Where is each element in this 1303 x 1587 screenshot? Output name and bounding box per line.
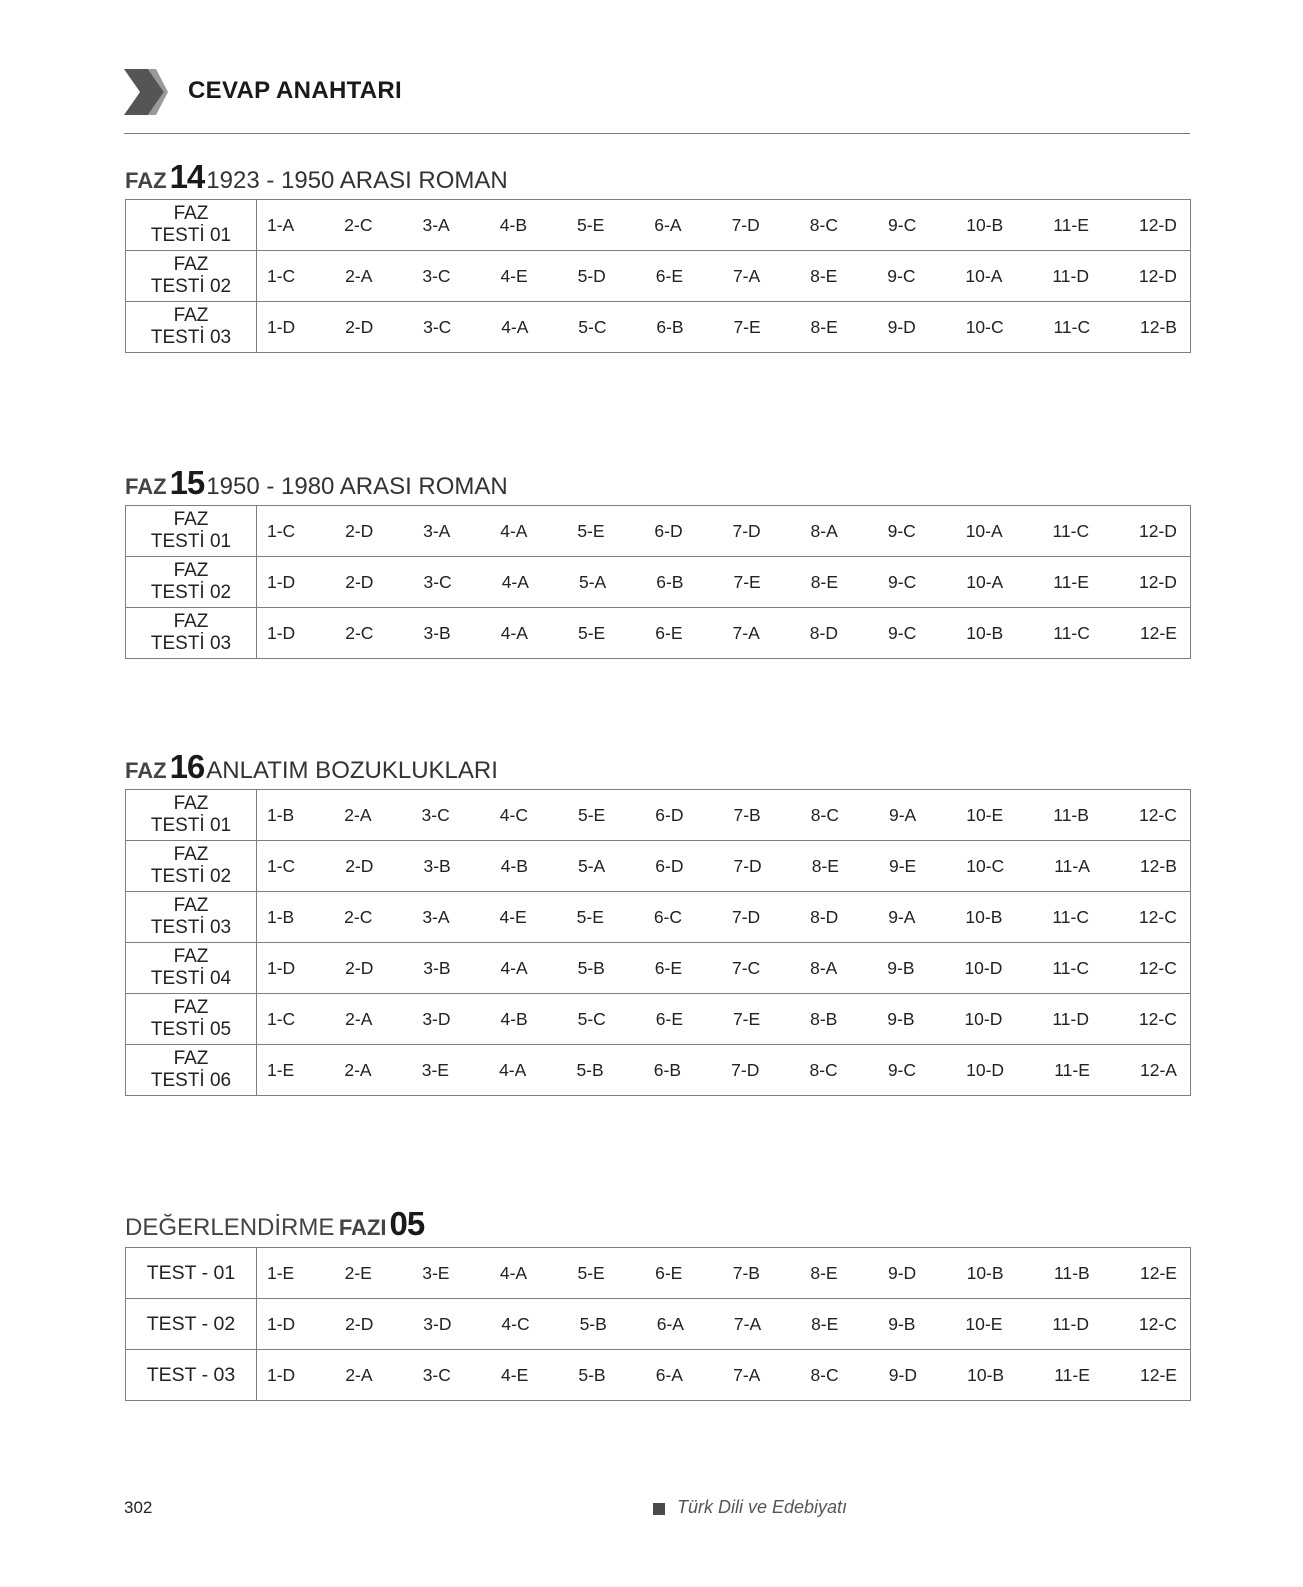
answer-item: 12-C <box>1138 906 1177 927</box>
answers-row <box>257 1314 1190 1335</box>
answer-item: 10-B <box>966 214 1004 235</box>
answer-item: 5-B <box>578 1364 606 1385</box>
answer-item: 1-C <box>267 1008 296 1029</box>
answer-item: 11-E <box>1054 1059 1090 1080</box>
test-label-line2: TESTİ 03 <box>150 633 232 654</box>
answer-item: 6-A <box>654 214 682 235</box>
answer-item: 9-C <box>887 265 916 286</box>
answer-item: 9-D <box>887 316 916 337</box>
page-title: CEVAP ANAHTARI <box>188 77 402 104</box>
answer-item: 1-B <box>267 804 295 825</box>
square-bullet-icon <box>653 1503 665 1515</box>
answer-item: 5-E <box>578 804 606 825</box>
test-label-line1: FAZ <box>173 611 209 632</box>
answer-item: 6-E <box>655 622 683 643</box>
answer-item: 10-B <box>965 906 1003 927</box>
answer-item: 12-D <box>1139 520 1177 541</box>
answer-item: 6-D <box>654 520 683 541</box>
table-row <box>126 994 1191 1045</box>
answers-row <box>257 1365 1190 1386</box>
answer-item: 4-A <box>500 957 528 978</box>
answer-item: 7-C <box>731 957 761 978</box>
answer-item: 4-E <box>499 906 527 927</box>
test-label-line2: TESTİ 02 <box>150 866 232 887</box>
test-label-line2: TESTİ 04 <box>150 968 232 989</box>
answer-item: 5-B <box>577 957 605 978</box>
test-label <box>126 557 257 608</box>
answer-item: 7-D <box>731 214 760 235</box>
answer-item: 3-B <box>423 957 451 978</box>
answers-cell <box>257 943 1191 994</box>
answer-item: 5-E <box>578 622 606 643</box>
test-label <box>126 302 257 353</box>
answers-cell <box>257 1350 1191 1401</box>
table-row <box>126 251 1191 302</box>
answer-item: 10-C <box>965 316 1004 337</box>
answer-item: 4-B <box>499 214 527 235</box>
answer-item: 6-E <box>654 957 683 978</box>
answer-item: 11-E <box>1053 571 1089 592</box>
answer-item: 2-A <box>344 804 372 825</box>
answer-item: 11-C <box>1052 520 1090 541</box>
test-label-line1: FAZ <box>173 203 209 224</box>
test-label-line2: TESTİ 03 <box>150 327 232 348</box>
answer-item: 8-E <box>810 316 838 337</box>
test-label <box>126 1299 257 1350</box>
answer-item: 2-E <box>344 1262 372 1283</box>
answer-item: 11-D <box>1052 1008 1089 1029</box>
answer-item: 3-C <box>422 1364 451 1385</box>
test-label-line1: FAZ <box>173 509 209 530</box>
answer-table <box>125 789 1191 1096</box>
answer-item: 2-D <box>345 1313 374 1334</box>
test-label-line2: TESTİ 01 <box>150 225 232 246</box>
answer-item: 2-C <box>344 906 373 927</box>
faz-number: 05 <box>389 1205 425 1242</box>
answer-item: 2-D <box>345 316 374 337</box>
test-label-line1: FAZ <box>173 895 209 916</box>
answer-item: 10-B <box>966 1262 1004 1283</box>
test-label <box>126 790 257 841</box>
section-title <box>125 748 498 786</box>
answers-cell <box>257 1299 1191 1350</box>
answer-item: 6-C <box>653 906 683 927</box>
answer-item: 8-C <box>810 804 839 825</box>
answer-item: 3-B <box>423 855 451 876</box>
test-label <box>126 506 257 557</box>
answer-item: 12-D <box>1138 214 1177 235</box>
answers-row <box>257 623 1190 644</box>
answer-item: 8-A <box>810 520 838 541</box>
answer-item: 6-A <box>656 1313 684 1334</box>
answer-item: 5-C <box>577 1008 606 1029</box>
answer-item: 12-C <box>1138 804 1177 825</box>
answer-item: 8-C <box>809 1059 838 1080</box>
table-row <box>126 1248 1191 1299</box>
answer-item: 9-A <box>889 804 917 825</box>
answer-item: 11-C <box>1053 622 1090 643</box>
answer-item: 4-E <box>501 1364 529 1385</box>
test-label <box>126 608 257 659</box>
answer-item: 10-B <box>967 1364 1005 1385</box>
faz-label: FAZ <box>125 474 167 499</box>
test-label <box>126 994 257 1045</box>
answer-item: 4-A <box>501 571 529 592</box>
table-row <box>126 790 1191 841</box>
answers-cell <box>257 302 1191 353</box>
answer-item: 12-E <box>1139 622 1177 643</box>
answer-item: 7-A <box>732 265 761 286</box>
answer-item: 8-C <box>810 1364 839 1385</box>
answer-item: 3-C <box>422 265 451 286</box>
answers-cell <box>257 841 1191 892</box>
answers-cell <box>257 1045 1191 1096</box>
answer-item: 9-B <box>887 957 915 978</box>
test-label <box>126 892 257 943</box>
test-label-line1: FAZ <box>173 560 209 581</box>
answer-item: 2-A <box>345 1008 373 1029</box>
test-label-line2: TESTİ 06 <box>150 1070 232 1091</box>
answer-item: 5-B <box>579 1313 607 1334</box>
answer-item: 8-D <box>809 622 838 643</box>
answer-item: 5-A <box>578 855 606 876</box>
answer-item: 11-E <box>1053 214 1089 235</box>
table-row <box>126 557 1191 608</box>
answer-item: 3-C <box>423 316 452 337</box>
answer-item: 1-E <box>267 1059 295 1080</box>
answer-item: 7-D <box>731 1059 760 1080</box>
answer-item: 3-D <box>423 1313 452 1334</box>
answer-item: 8-A <box>810 957 838 978</box>
answers-row <box>257 572 1190 593</box>
answer-item: 9-B <box>887 1008 915 1029</box>
answer-item: 1-A <box>267 214 295 235</box>
answer-item: 4-A <box>499 1262 528 1283</box>
answer-item: 12-C <box>1138 1313 1177 1334</box>
chevron-right-icon <box>124 69 168 115</box>
test-label-line1: FAZ <box>173 254 209 275</box>
evaluation-prefix: DEĞERLENDİRME <box>125 1214 335 1241</box>
answer-item: 10-C <box>966 855 1005 876</box>
test-label-text: TEST - 01 <box>146 1262 236 1284</box>
answer-item: 1-D <box>267 622 296 643</box>
answer-item: 7-E <box>732 1008 761 1029</box>
test-label-line2: TESTİ 02 <box>150 582 232 603</box>
answer-item: 11-A <box>1054 855 1090 876</box>
answers-row <box>257 1060 1190 1081</box>
section-heading: ANLATIM BOZUKLUKLARI <box>206 757 498 784</box>
answers-cell <box>257 1248 1191 1299</box>
answer-item: 12-C <box>1138 957 1177 978</box>
answers-row <box>257 266 1190 287</box>
answer-item: 9-D <box>888 1262 917 1283</box>
answer-item: 3-A <box>422 906 450 927</box>
answer-item: 1-C <box>267 855 296 876</box>
answer-item: 2-C <box>344 214 373 235</box>
answer-item: 10-E <box>966 804 1004 825</box>
answer-item: 5-E <box>577 1262 605 1283</box>
answer-item: 10-D <box>964 957 1003 978</box>
answer-item: 3-E <box>421 1059 449 1080</box>
answer-item: 11-D <box>1052 265 1089 286</box>
table-row <box>126 608 1191 659</box>
answer-item: 4-A <box>501 316 529 337</box>
answer-item: 7-D <box>732 520 761 541</box>
section-title <box>125 464 508 502</box>
faz-number: 15 <box>169 464 205 501</box>
answer-item: 7-A <box>733 1364 761 1385</box>
answer-item: 10-A <box>966 571 1004 592</box>
answers-cell <box>257 251 1191 302</box>
answer-item: 8-E <box>811 855 839 876</box>
answers-cell <box>257 994 1191 1045</box>
answers-row <box>257 215 1190 236</box>
test-label-line2: TESTİ 03 <box>150 917 232 938</box>
answer-item: 10-E <box>965 1313 1003 1334</box>
answer-item: 10-A <box>965 265 1003 286</box>
answer-item: 9-C <box>888 622 917 643</box>
answer-item: 7-A <box>733 1313 762 1334</box>
answer-item: 10-A <box>965 520 1003 541</box>
answer-item: 1-E <box>267 1262 295 1283</box>
answer-item: 7-A <box>732 622 760 643</box>
answer-item: 10-B <box>966 622 1004 643</box>
answer-item: 12-E <box>1140 1364 1177 1385</box>
answer-item: 2-A <box>345 265 373 286</box>
answer-item: 1-C <box>267 520 296 541</box>
answers-cell <box>257 557 1191 608</box>
faz-number: 14 <box>169 158 205 195</box>
test-label <box>126 1045 257 1096</box>
table-row <box>126 302 1191 353</box>
answer-item: 8-E <box>810 265 838 286</box>
answer-item: 4-A <box>500 622 528 643</box>
answer-item: 9-C <box>888 571 917 592</box>
answer-item: 11-C <box>1053 316 1091 337</box>
answer-item: 9-C <box>887 520 916 541</box>
answer-item: 11-C <box>1052 957 1089 978</box>
answer-item: 12-E <box>1140 1262 1177 1283</box>
table-row <box>126 1045 1191 1096</box>
answer-item: 12-B <box>1139 316 1177 337</box>
answers-cell <box>257 608 1191 659</box>
answer-item: 9-D <box>888 1364 917 1385</box>
answer-item: 9-B <box>888 1313 916 1334</box>
answer-table <box>125 505 1191 659</box>
answer-item: 9-E <box>889 855 917 876</box>
answer-item: 1-D <box>267 1313 296 1334</box>
answer-item: 6-A <box>655 1364 683 1385</box>
answer-item: 6-B <box>653 1059 682 1080</box>
test-label <box>126 251 257 302</box>
answer-item: 7-B <box>733 804 761 825</box>
answer-item: 3-C <box>423 571 452 592</box>
test-label-line1: FAZ <box>173 305 209 326</box>
table-row <box>126 892 1191 943</box>
table-row <box>126 506 1191 557</box>
answer-item: 11-C <box>1052 906 1089 927</box>
answer-item: 11-D <box>1052 1313 1089 1334</box>
test-label <box>126 200 257 251</box>
answers-cell <box>257 790 1191 841</box>
test-label <box>126 1248 257 1299</box>
answers-row <box>257 805 1190 826</box>
answer-item: 12-D <box>1138 571 1177 592</box>
evaluation-table <box>125 1247 1191 1401</box>
test-label <box>126 841 257 892</box>
test-label-line1: FAZ <box>173 1048 209 1069</box>
answers-cell <box>257 892 1191 943</box>
test-label <box>126 943 257 994</box>
answers-row <box>257 1263 1190 1284</box>
answer-item: 7-B <box>732 1262 760 1283</box>
answer-item: 5-E <box>576 906 604 927</box>
answer-item: 2-D <box>345 957 374 978</box>
test-label-line2: TESTİ 05 <box>150 1019 232 1040</box>
test-label-text: TEST - 02 <box>146 1313 236 1335</box>
answer-item: 4-C <box>501 1313 530 1334</box>
faz-label: FAZ <box>125 168 167 193</box>
answer-item: 10-D <box>964 1008 1003 1029</box>
answer-item: 5-C <box>578 316 607 337</box>
answer-item: 3-A <box>423 520 451 541</box>
answer-item: 4-B <box>500 1008 528 1029</box>
answers-row <box>257 958 1190 979</box>
answer-item: 6-E <box>655 265 683 286</box>
answer-item: 7-D <box>731 906 761 927</box>
answer-item: 11-E <box>1054 1364 1090 1385</box>
answer-item: 7-E <box>733 571 761 592</box>
answer-item: 6-D <box>655 855 684 876</box>
answer-item: 12-D <box>1138 265 1177 286</box>
test-label-line1: FAZ <box>173 946 209 967</box>
table-row <box>126 943 1191 994</box>
answer-item: 7-E <box>733 316 761 337</box>
test-label-line2: TESTİ 01 <box>150 531 232 552</box>
answer-item: 8-E <box>810 571 838 592</box>
answer-item: 4-B <box>500 855 528 876</box>
page-header <box>124 67 1190 134</box>
test-label-text: TEST - 03 <box>146 1364 236 1386</box>
answer-item: 3-E <box>422 1262 450 1283</box>
answers-cell <box>257 506 1191 557</box>
book-title: Türk Dili ve Edebiyatı <box>677 1497 848 1517</box>
answer-item: 2-A <box>345 1364 373 1385</box>
answer-item: 3-C <box>421 804 450 825</box>
answer-item: 6-E <box>655 1008 683 1029</box>
faz-label: FAZ <box>125 758 167 783</box>
answer-item: 3-B <box>423 622 451 643</box>
section-heading: 1923 - 1950 ARASI ROMAN <box>206 167 508 194</box>
table-row <box>126 841 1191 892</box>
faz-number: 16 <box>169 748 205 785</box>
section-heading: 1950 - 1980 ARASI ROMAN <box>206 473 508 500</box>
answer-item: 11-B <box>1053 1262 1090 1283</box>
answer-item: 2-C <box>345 622 374 643</box>
answer-item: 2-D <box>345 855 374 876</box>
answers-row <box>257 521 1190 542</box>
answers-row <box>257 856 1190 877</box>
answer-item: 8-B <box>810 1008 838 1029</box>
answers-row <box>257 907 1190 928</box>
answer-item: 1-D <box>267 316 296 337</box>
answer-item: 1-D <box>267 571 296 592</box>
answer-item: 8-E <box>811 1313 839 1334</box>
page-number: 302 <box>124 1498 153 1517</box>
answer-item: 12-C <box>1138 1008 1177 1029</box>
answer-item: 5-A <box>578 571 607 592</box>
answers-row <box>257 1009 1190 1030</box>
answer-item: 4-E <box>500 265 528 286</box>
answers-row <box>257 317 1190 338</box>
answer-table <box>125 199 1191 353</box>
test-label-line2: TESTİ 01 <box>150 815 232 836</box>
answer-item: 11-B <box>1053 804 1089 825</box>
evaluation-title <box>125 1205 426 1243</box>
table-row <box>126 1299 1191 1350</box>
test-label-line1: FAZ <box>173 997 209 1018</box>
answer-item: 9-C <box>888 214 917 235</box>
answer-item: 6-E <box>655 1262 683 1283</box>
test-label <box>126 1350 257 1401</box>
test-label-line2: TESTİ 02 <box>150 276 232 297</box>
answer-item: 7-D <box>733 855 762 876</box>
answer-item: 12-B <box>1139 855 1177 876</box>
answer-item: 12-A <box>1140 1059 1177 1080</box>
table-row <box>126 1350 1191 1401</box>
answer-item: 5-B <box>576 1059 604 1080</box>
answer-item: 3-D <box>422 1008 451 1029</box>
faz-label: FAZI <box>338 1215 387 1240</box>
answer-item: 9-A <box>888 906 916 927</box>
answer-item: 1-B <box>267 906 295 927</box>
test-label-line1: FAZ <box>173 844 209 865</box>
answer-item: 8-C <box>809 214 838 235</box>
test-label-line1: FAZ <box>173 793 209 814</box>
answer-item: 4-A <box>499 1059 527 1080</box>
answer-item: 9-C <box>887 1059 917 1080</box>
answer-item: 5-D <box>577 265 606 286</box>
answer-item: 2-D <box>345 520 374 541</box>
answer-item: 1-D <box>267 1364 296 1385</box>
answer-item: 4-A <box>500 520 528 541</box>
answer-item: 6-B <box>656 316 684 337</box>
answer-item: 10-D <box>966 1059 1005 1080</box>
answer-item: 1-D <box>267 957 296 978</box>
answer-item: 8-D <box>810 906 839 927</box>
answer-item: 2-A <box>344 1059 372 1080</box>
answer-item: 2-D <box>345 571 374 592</box>
answers-cell <box>257 200 1191 251</box>
answer-item: 1-C <box>267 265 296 286</box>
answer-item: 3-A <box>422 214 450 235</box>
answer-item: 5-E <box>577 214 605 235</box>
answer-item: 5-E <box>577 520 605 541</box>
answer-item: 8-E <box>810 1262 838 1283</box>
answer-item: 4-C <box>499 804 528 825</box>
answer-item: 6-B <box>656 571 684 592</box>
section-title <box>125 158 508 196</box>
answer-item: 6-D <box>655 804 684 825</box>
table-row <box>126 200 1191 251</box>
